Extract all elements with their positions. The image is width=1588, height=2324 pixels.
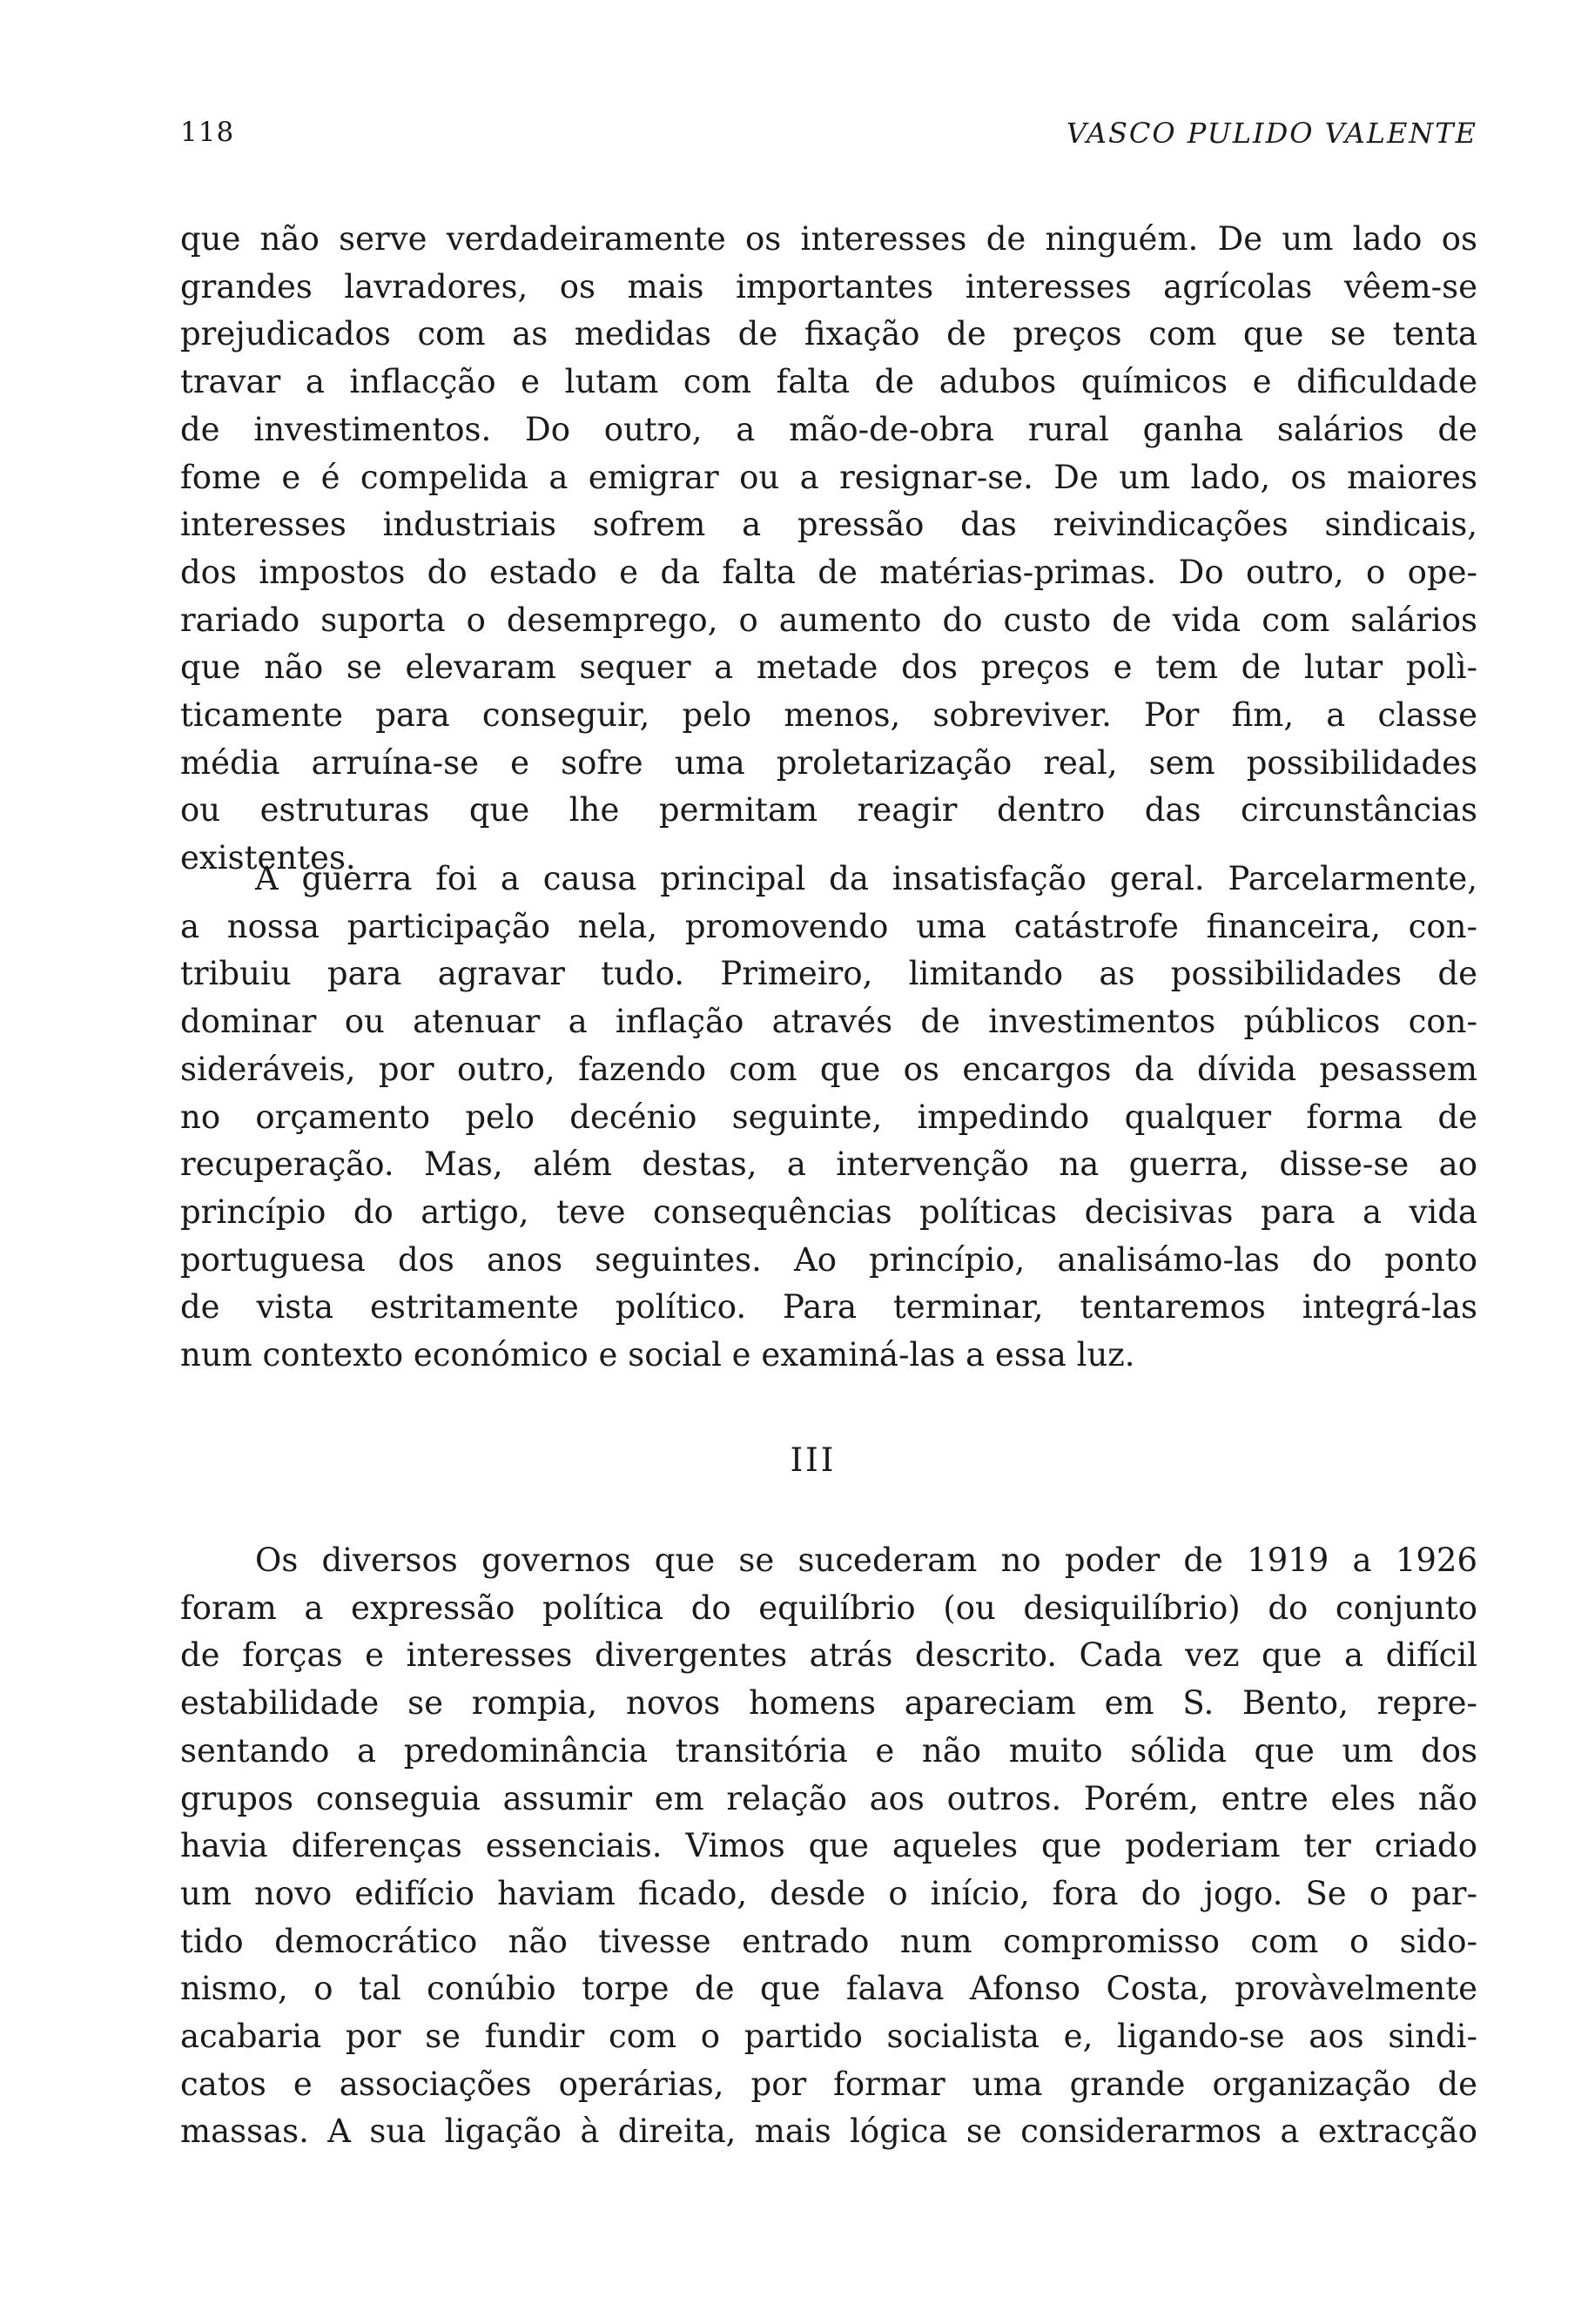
text-line: estabilidade se rompia, novos homens apareciam em S. Bento, repre- (180, 1684, 1477, 1723)
text-line: havia diferenças essenciais. Vimos que aqueles que poderiam ter criado (180, 1827, 1477, 1865)
paragraph-3 (180, 1537, 1477, 2156)
text-line: sentando a predominância transitória e não muito sólida que um dos (180, 1731, 1477, 1770)
text-line: tribuiu para agravar tudo. Primeiro, limitando as possibilidades de (180, 955, 1477, 993)
text-line: existentes. (180, 839, 356, 877)
text-line: de vista estritamente político. Para terminar, tentaremos integrá-las (180, 1288, 1477, 1327)
section-heading: III (790, 1441, 837, 1479)
text-line: princípio do artigo, teve consequências políticas decisivas para a vida (180, 1192, 1477, 1231)
page-header (180, 117, 1477, 155)
running-head: VASCO PULIDO VALENTE (1066, 117, 1477, 150)
text-line: a nossa participação nela, promovendo uma catástrofe financeira, con- (180, 907, 1477, 945)
text-line: ou estruturas que lhe permitam reagir dentro das circunstâncias (180, 791, 1477, 830)
text-line: catos e associações operárias, por formar uma grande organização de (180, 2065, 1477, 2103)
text-line: no orçamento pelo decénio seguinte, impedindo qualquer forma de (180, 1098, 1477, 1136)
text-line: acabaria por se fundir com o partido socialista e, ligando-se aos sindi- (180, 2018, 1477, 2056)
text-line: sideráveis, por outro, fazendo com que os encargos da dívida pesassem (180, 1050, 1477, 1088)
text-line: que não serve verdadeiramente os interesses de ninguém. De um lado os (180, 220, 1477, 258)
text-line: massas. A sua ligação à direita, mais lógica se considerarmos a extracção (180, 2112, 1477, 2151)
text-line: fome e é compelida a emigrar ou a resignar-se. De um lado, os maiores (180, 458, 1477, 496)
text-line: portuguesa dos anos seguintes. Ao princípio, analisámo-las do ponto (180, 1240, 1477, 1279)
text-line: Os diversos governos que se sucederam no poder de 1919 a 1926 (255, 1541, 1477, 1579)
text-line: grupos conseguia assumir em relação aos outros. Porém, entre eles não (180, 1779, 1477, 1817)
text-line: dos impostos do estado e da falta de matérias-primas. Do outro, o ope- (180, 553, 1477, 591)
text-line: de forças e interesses divergentes atrás descrito. Cada vez que a difícil (180, 1636, 1477, 1675)
text-line: travar a inflacção e lutam com falta de adubos químicos e dificuldade (180, 363, 1477, 401)
text-line: um novo edifício haviam ficado, desde o início, fora do jogo. Se o par- (180, 1874, 1477, 1912)
paragraph-2 (180, 856, 1477, 1380)
text-line: de investimentos. Do outro, a mão-de-obra rural ganha salários de (180, 410, 1477, 448)
text-line: num contexto económico e social e examiná-las a essa luz. (180, 1336, 1135, 1374)
text-line: prejudicados com as medidas de fixação de preços com que se tenta (180, 315, 1477, 353)
text-line: grandes lavradores, os mais importantes interesses agrícolas vêem-se (180, 267, 1477, 306)
page-number: 118 (180, 117, 235, 148)
text-line: dominar ou atenuar a inflação através de investimentos públicos con- (180, 1003, 1477, 1041)
text-line: tido democrático não tivesse entrado num compromisso com o sido- (180, 1922, 1477, 1960)
text-line: que não se elevaram sequer a metade dos preços e tem de lutar polì- (180, 648, 1477, 687)
text-line: recuperação. Mas, além destas, a intervenção na guerra, disse-se ao (180, 1145, 1477, 1184)
text-line: foram a expressão política do equilíbrio (ou desiquilíbrio) do conjunto (180, 1589, 1477, 1627)
text-line: rariado suporta o desemprego, o aumento do custo de vida com salários (180, 601, 1477, 639)
paragraph-1 (180, 216, 1477, 883)
text-line: média arruína-se e sofre uma proletarização real, sem possibilidades (180, 743, 1477, 782)
text-line: interesses industriais sofrem a pressão das reivindicações sindicais, (180, 506, 1477, 544)
text-line: A guerra foi a causa principal da insatisfação geral. Parcelarmente, (255, 860, 1477, 897)
text-line: nismo, o tal conúbio torpe de que falava Afonso Costa, provàvelmente (180, 1970, 1477, 2008)
text-line: ticamente para conseguir, pelo menos, sobreviver. Por fim, a classe (180, 696, 1477, 735)
